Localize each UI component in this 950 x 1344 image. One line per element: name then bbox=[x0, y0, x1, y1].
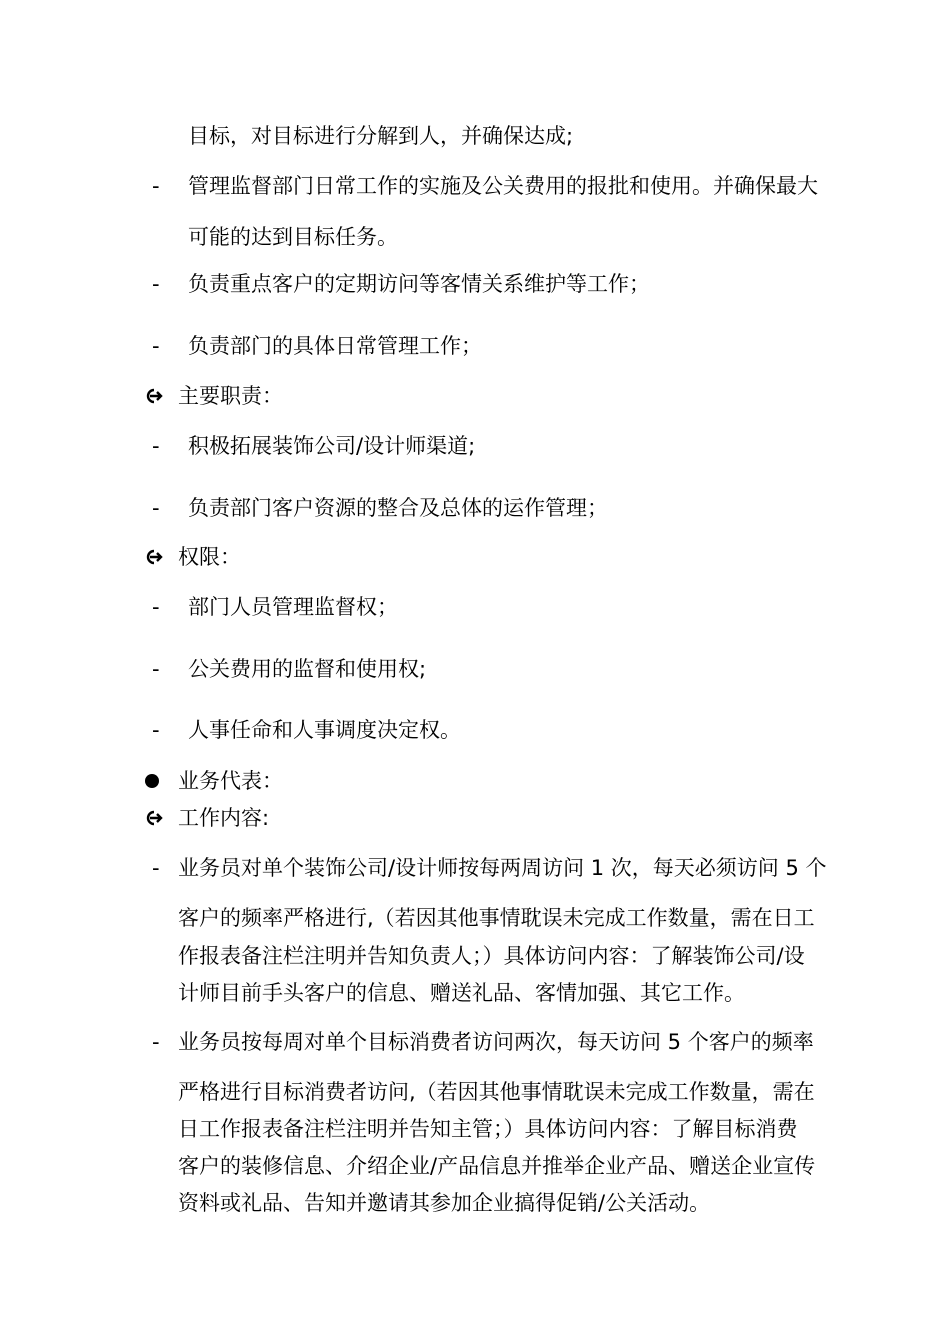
section-heading: 业务代表： bbox=[178, 769, 283, 793]
dash-marker: - bbox=[152, 434, 160, 458]
dash-marker: - bbox=[152, 496, 160, 520]
dash-marker: - bbox=[152, 595, 160, 619]
text-line: 日工作报表备注栏注明并告知主管；）具体访问内容：了解目标消费 bbox=[178, 1117, 798, 1141]
circle-arrow-right-icon bbox=[145, 549, 163, 565]
text-line: 作报表备注栏注明并告知负责人；）具体访问内容：了解装饰公司/设 bbox=[178, 944, 805, 968]
text-line: 负责部门的具体日常管理工作； bbox=[188, 334, 482, 358]
text-line: 人事任命和人事调度决定权。 bbox=[188, 718, 461, 742]
dash-marker: - bbox=[152, 334, 160, 358]
dash-marker: - bbox=[152, 174, 160, 198]
dash-marker: - bbox=[152, 657, 160, 681]
section-heading: 工作内容: bbox=[178, 806, 270, 830]
text-line: 目标，对目标进行分解到人，并确保达成; bbox=[188, 124, 574, 148]
text-line: 客户的频率严格进行,（若因其他事情耽误未完成工作数量，需在日工 bbox=[178, 906, 815, 930]
text-line: 业务员对单个装饰公司/设计师按每两周访问 1 次，每天必须访问 5 个 bbox=[178, 856, 827, 880]
text-line: 严格进行目标消费者访问,（若因其他事情耽误未完成工作数量，需在 bbox=[178, 1080, 815, 1104]
circle-arrow-right-icon bbox=[145, 810, 163, 826]
dash-marker: - bbox=[152, 856, 160, 880]
text-line: 业务员按每周对单个目标消费者访问两次，每天访问 5 个客户的频率 bbox=[178, 1030, 814, 1054]
text-line: 资料或礼品、告知并邀请其参加企业搞得促销/公关活动。 bbox=[178, 1191, 711, 1215]
text-line: 客户的装修信息、介绍企业/产品信息并推举企业产品、赠送企业宣传 bbox=[178, 1154, 816, 1178]
text-line: 管理监督部门日常工作的实施及公关费用的报批和使用。并确保最大 bbox=[188, 174, 818, 198]
dash-marker: - bbox=[152, 272, 160, 296]
circle-arrow-right-icon bbox=[145, 388, 163, 404]
text-line: 计师目前手头客户的信息、赠送礼品、客情加强、其它工作。 bbox=[178, 981, 745, 1005]
text-line: 积极拓展装饰公司/设计师渠道; bbox=[188, 434, 476, 458]
section-heading: 权限： bbox=[178, 545, 241, 569]
dash-marker: - bbox=[152, 1030, 160, 1054]
text-line: 公关费用的监督和使用权; bbox=[188, 657, 427, 681]
section-heading: 主要职责： bbox=[178, 384, 283, 408]
filled-circle-bullet-icon bbox=[145, 774, 159, 788]
dash-marker: - bbox=[152, 718, 160, 742]
text-line: 可能的达到目标任务。 bbox=[188, 225, 398, 249]
text-line: 负责部门客户资源的整合及总体的运作管理； bbox=[188, 496, 608, 520]
text-line: 部门人员管理监督权； bbox=[188, 595, 398, 619]
text-line: 负责重点客户的定期访问等客情关系维护等工作； bbox=[188, 272, 650, 296]
